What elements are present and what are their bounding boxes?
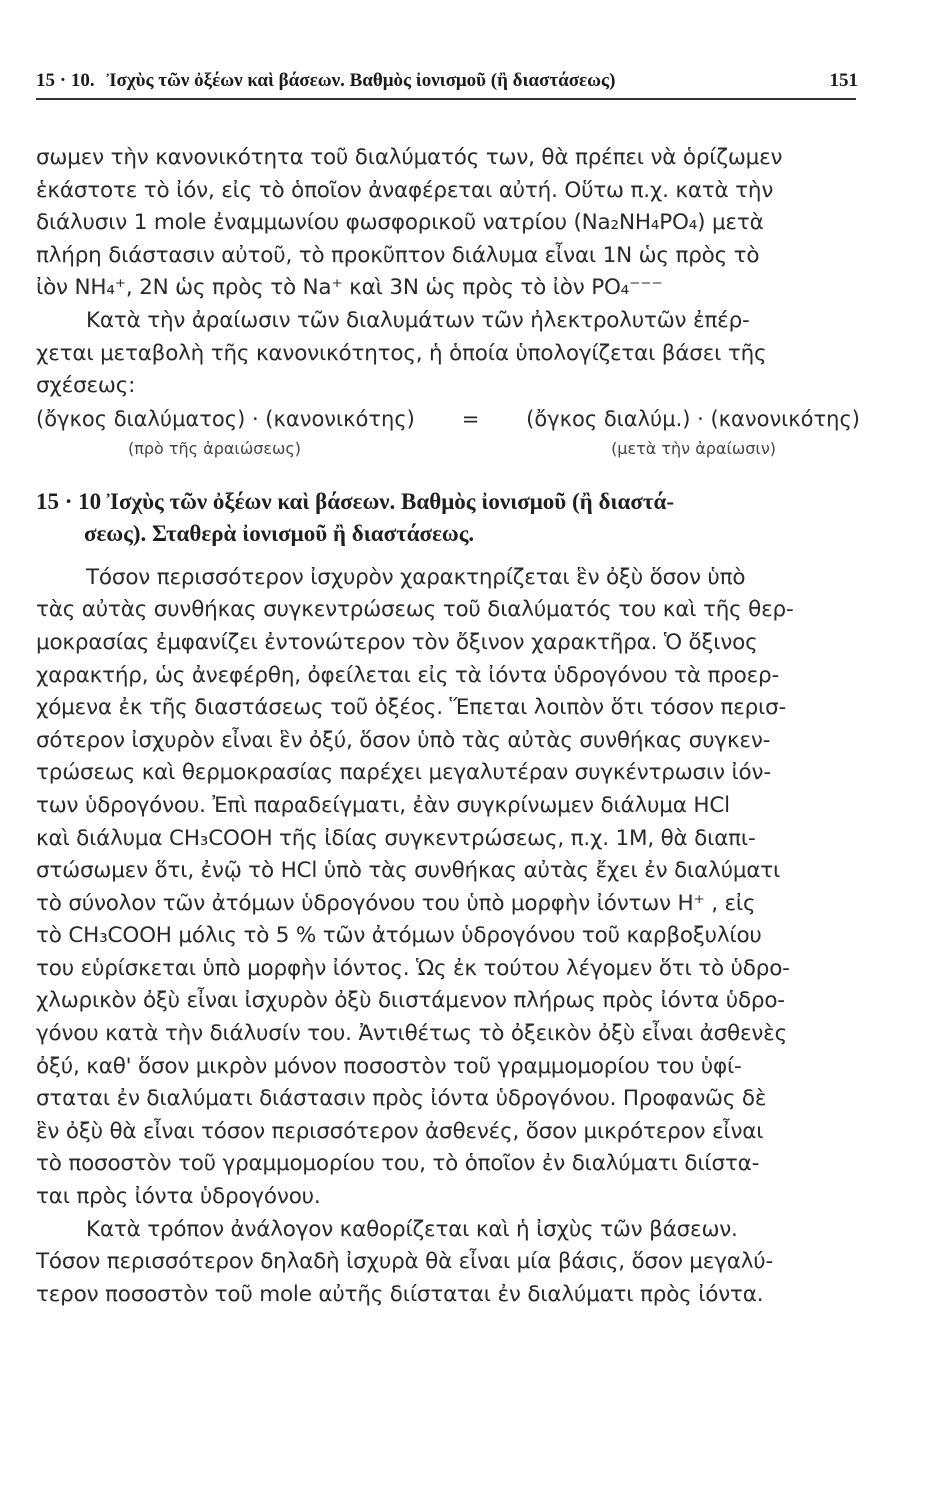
text-line: ἰὸν NH₄⁺, 2N ὡς πρὸς τὸ Na⁺ καὶ 3N ὡς πρὸς τὸ ἰὸν PO₄⁻⁻⁻ — [36, 275, 663, 301]
section-heading — [36, 486, 866, 550]
text-line: τὸ ποσοστὸν τοῦ γραμμομορίου του, τὸ ὁποῖον ἐν διαλύματι διίστα- — [36, 1151, 760, 1177]
text-line: τερον ποσοστὸν τοῦ mole αὐτῆς διίσταται ἐν διαλύματι πρὸς ἰόντα. — [36, 1281, 764, 1307]
section-heading-line: σεως). Σταθερὰ ἰονισμοῦ ἢ διαστάσεως. — [84, 520, 475, 546]
text-line: ἑκάστοτε τὸ ἰόν, εἰς τὸ ὁποῖον ἀναφέρεται αὐτή. Οὕτω π.χ. κατὰ τὴν — [36, 177, 774, 203]
section-heading-line: 15 · 10 Ἰσχὺς τῶν ὀξέων καὶ βάσεων. Βαθμὸς ἰονισμοῦ (ἢ διαστά- — [36, 488, 674, 514]
text-line: ται πρὸς ἰόντα ὑδρογόνου. — [36, 1184, 321, 1210]
base-strength-paragraph — [36, 1214, 866, 1312]
text-line: Κατὰ τὴν ἀραίωσιν τῶν διαλυμάτων τῶν ἠλεκτρολυτῶν ἐπέρ- — [86, 307, 750, 333]
text-line: σταται ἐν διαλύματι διάστασιν πρὸς ἰόντα ὑδρογόνου. Προφανῶς δὲ — [36, 1086, 767, 1112]
acid-strength-paragraph — [36, 562, 866, 1214]
text-line: χλωρικὸν ὀξὺ εἶναι ἰσχυρὸν ὀξὺ διιστάμενον πλήρως πρὸς ἰόντα ὑδρο- — [36, 988, 785, 1014]
text-line: ὀξύ, καθ' ὅσον μικρὸν μόνον ποσοστὸν τοῦ γραμμομορίου του ὑφί- — [36, 1053, 742, 1079]
dilution-paragraph — [36, 305, 866, 403]
text-line: καὶ διάλυμα CH₃COOH τῆς ἰδίας συγκεντρώσεως, π.χ. 1M, θὰ διαπι- — [36, 825, 756, 851]
text-line: τρώσεως καὶ θερμοκρασίας παρέχει μεγαλυτέραν συγκέντρωσιν ἰόν- — [36, 760, 771, 786]
text-line: τὸ CH₃COOH μόλις τὸ 5 % τῶν ἀτόμων ὑδρογόνου τοῦ καρβοξυλίου — [36, 923, 762, 949]
text-line: σχέσεως: — [36, 373, 136, 399]
text-line: Τόσον περισσότερον δηλαδὴ ἰσχυρὰ θὰ εἶναι μία βάσις, ὅσον μεγαλύ- — [36, 1249, 774, 1275]
header-title: Ἰσχὺς τῶν ὀξέων καὶ βάσεων. Βαθμὸς ἰονισμοῦ (ἢ διαστάσεως) — [106, 70, 616, 91]
page-number: 151 — [829, 70, 858, 91]
text-line: πλήρη διάστασιν αὐτοῦ, τὸ προκῦπτον διάλυμα εἶναι 1N ὡς πρὸς τὸ — [36, 242, 760, 268]
text-line: χόμενα ἐκ τῆς διαστάσεως τοῦ ὀξέος. Ἕπεται λοιπὸν ὅτι τόσον περισ- — [36, 695, 787, 721]
text-line: στώσωμεν ὅτι, ἐνῷ τὸ HCl ὑπὸ τὰς συνθήκας αὐτὰς ἔχει ἐν διαλύματι — [36, 858, 781, 884]
formula-right-note: (μετὰ τὴν ἀραίωσιν) — [611, 438, 776, 458]
book-page — [36, 70, 866, 1311]
text-line: σωμεν τὴν κανονικότητα τοῦ διαλύματός των, θὰ πρέπει νὰ ὁρίζωμεν — [36, 145, 783, 170]
text-line: Κατὰ τρόπον ἀνάλογον καθορίζεται καὶ ἡ ἰσχὺς τῶν βάσεων. — [86, 1216, 738, 1242]
formula-left: (ὄγκος διαλύματος) · (κανονικότης) — [36, 406, 415, 431]
section-number: 15 · 10. — [36, 70, 95, 91]
text-line: Τόσον περισσότερον ἰσχυρὸν χαρακτηρίζεται ἓν ὀξὺ ὅσον ὑπὸ — [86, 564, 746, 590]
text-line: διάλυσιν 1 mole ἐναμμωνίου φωσφορικοῦ νατρίου (Na₂NH₄PO₄) μετὰ — [36, 210, 764, 236]
text-line: τὸ σύνολον τῶν ἀτόμων ὑδρογόνου του ὑπὸ μορφὴν ἰόντων H⁺ , εἰς — [36, 890, 756, 916]
running-header — [36, 70, 866, 92]
text-line: μοκρασίας ἐμφανίζει ἐντονώτερον τὸν ὄξινον χαρακτῆρα. Ὁ ὄξινος — [36, 629, 758, 655]
text-line: χαρακτήρ, ὡς ἀνεφέρθη, ὀφείλεται εἰς τὰ ἰόντα ὑδρογόνου τὰ προερ- — [36, 662, 780, 688]
formula-right: (ὄγκος διαλύμ.) · (κανονικότης) — [526, 406, 860, 431]
text-line: τὰς αὐτὰς συνθήκας συγκεντρώσεως τοῦ διαλύματός του καὶ τῆς θερ- — [36, 597, 794, 623]
text-line: του εὑρίσκεται ὑπὸ μορφὴν ἰόντος. Ὡς ἐκ τούτου λέγομεν ὅτι τὸ ὑδρο- — [36, 955, 790, 981]
text-line: γόνου κατὰ τὴν διάλυσίν του. Ἀντιθέτως τὸ ὀξεικὸν ὀξὺ εἶναι ἀσθενὲς — [36, 1021, 788, 1047]
formula-equals: = — [461, 406, 480, 431]
header-rule — [36, 98, 856, 100]
text-line: των ὑδρογόνου. Ἐπὶ παραδείγματι, ἐὰν συγκρίνωμεν διάλυμα HCl — [36, 792, 730, 818]
text-line: χεται μεταβολὴ τῆς κανονικότητος, ἡ ὁποία ὑπολογίζεται βάσει τῆς — [36, 340, 767, 366]
text-line: σότερον ἰσχυρὸν εἶναι ἓν ὀξύ, ὅσον ὑπὸ τὰς αὐτὰς συνθήκας συγκεν- — [36, 727, 771, 753]
dilution-formula — [36, 407, 866, 458]
intro-paragraph — [36, 142, 866, 305]
text-line: ἓν ὀξὺ θὰ εἶναι τόσον περισσότερον ἀσθενές, ὅσον μικρότερον εἶναι — [36, 1118, 764, 1144]
formula-left-note: (πρὸ τῆς ἀραιώσεως) — [128, 438, 302, 458]
